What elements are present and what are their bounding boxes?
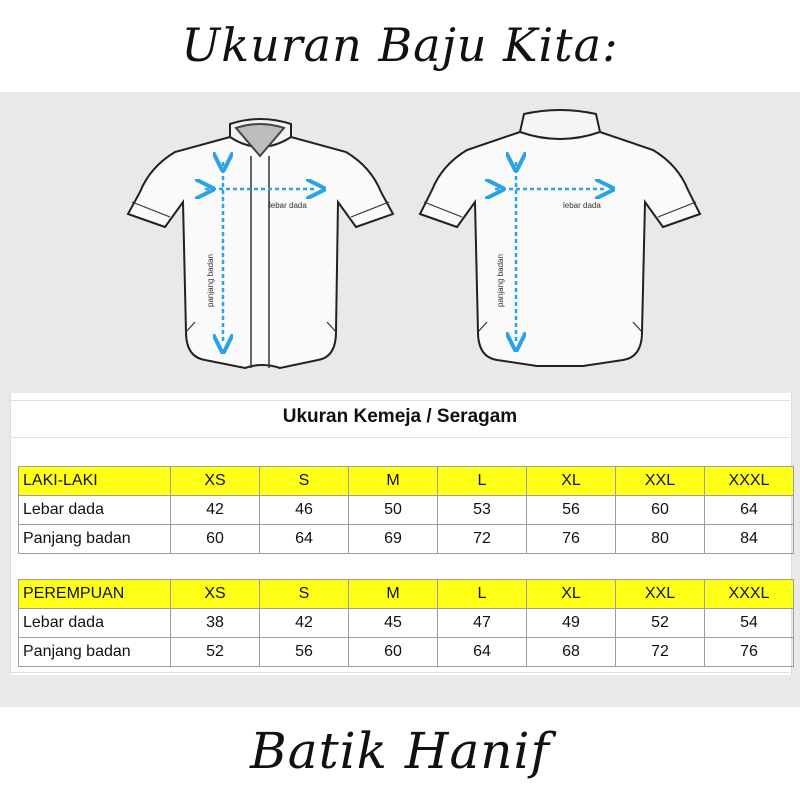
front-width-label: lebar dada <box>269 201 307 210</box>
table-row <box>19 496 794 525</box>
table-row <box>19 638 794 667</box>
row-label-cell: Panjang badan <box>19 525 171 554</box>
value-cell: 80 <box>616 525 705 554</box>
value-cell: 52 <box>616 609 705 638</box>
men-size-table <box>18 466 794 554</box>
size-header-cell: XXL <box>616 467 705 496</box>
front-length-label: panjang badan <box>206 254 215 307</box>
shirt-diagram <box>0 92 800 392</box>
value-cell: 72 <box>616 638 705 667</box>
value-cell: 72 <box>438 525 527 554</box>
value-cell: 76 <box>705 638 794 667</box>
row-label-cell: Lebar dada <box>19 496 171 525</box>
value-cell: 56 <box>260 638 349 667</box>
value-cell: 42 <box>260 609 349 638</box>
size-header-cell: XXXL <box>705 467 794 496</box>
size-header-cell: XL <box>527 467 616 496</box>
value-cell: 64 <box>260 525 349 554</box>
size-header-cell: XL <box>527 580 616 609</box>
size-header-cell: L <box>438 467 527 496</box>
size-header-cell: S <box>260 580 349 609</box>
table-row <box>19 609 794 638</box>
value-cell: 50 <box>349 496 438 525</box>
size-header-cell: M <box>349 580 438 609</box>
sheet-gridline <box>10 400 790 401</box>
value-cell: 60 <box>349 638 438 667</box>
size-header-cell: S <box>260 467 349 496</box>
value-cell: 49 <box>527 609 616 638</box>
back-shirt-icon <box>420 110 700 366</box>
value-cell: 54 <box>705 609 794 638</box>
women-size-table <box>18 579 794 667</box>
row-label-cell: Lebar dada <box>19 609 171 638</box>
size-header-cell: L <box>438 580 527 609</box>
value-cell: 45 <box>349 609 438 638</box>
value-cell: 47 <box>438 609 527 638</box>
size-header-cell: XS <box>171 580 260 609</box>
page-title: Ukuran Baju Kita: <box>181 18 619 72</box>
value-cell: 84 <box>705 525 794 554</box>
size-header-cell: XXXL <box>705 580 794 609</box>
value-cell: 60 <box>171 525 260 554</box>
value-cell: 76 <box>527 525 616 554</box>
value-cell: 69 <box>349 525 438 554</box>
back-width-label: lebar dada <box>563 201 601 210</box>
size-header-cell: XXL <box>616 580 705 609</box>
men-label-cell: LAKI-LAKI <box>19 467 171 496</box>
value-cell: 68 <box>527 638 616 667</box>
value-cell: 38 <box>171 609 260 638</box>
sheet-gridline <box>10 672 790 673</box>
sheet-gridline <box>10 437 790 438</box>
front-shirt-icon <box>128 119 393 368</box>
table-header-row <box>19 580 794 609</box>
women-label-cell: PEREMPUAN <box>19 580 171 609</box>
value-cell: 53 <box>438 496 527 525</box>
value-cell: 64 <box>705 496 794 525</box>
table-header-row <box>19 467 794 496</box>
size-header-cell: XS <box>171 467 260 496</box>
value-cell: 56 <box>527 496 616 525</box>
table-row <box>19 525 794 554</box>
value-cell: 42 <box>171 496 260 525</box>
size-header-cell: M <box>349 467 438 496</box>
value-cell: 60 <box>616 496 705 525</box>
value-cell: 46 <box>260 496 349 525</box>
back-length-label: panjang badan <box>496 254 505 307</box>
row-label-cell: Panjang badan <box>19 638 171 667</box>
brand-footer: Batik Hanif <box>250 722 550 780</box>
value-cell: 64 <box>438 638 527 667</box>
table-title: Ukuran Kemeja / Seragam <box>282 406 518 427</box>
value-cell: 52 <box>171 638 260 667</box>
